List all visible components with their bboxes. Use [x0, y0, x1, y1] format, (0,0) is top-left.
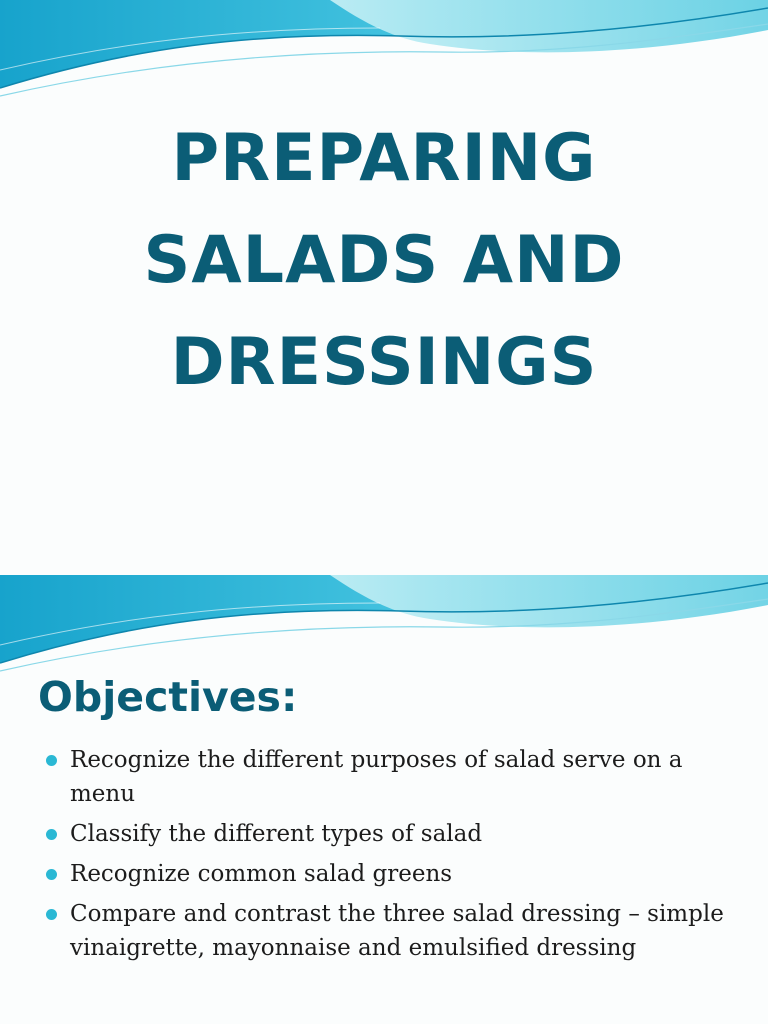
list-item-text: Recognize the different purposes of salad serve on a menu [70, 747, 683, 807]
slide-title [0, 108, 768, 414]
objectives-slide [0, 575, 768, 1024]
wave-decoration [0, 0, 768, 110]
title-line: SALADS AND [143, 223, 625, 298]
title-line: PREPARING [171, 121, 597, 196]
list-item [44, 743, 724, 811]
list-item-text: Classify the different types of salad [70, 821, 483, 847]
bullet-icon [46, 869, 57, 880]
bullet-icon [46, 829, 57, 840]
list-item-text: Recognize common salad greens [70, 861, 453, 887]
list-item [44, 857, 724, 891]
list-item-text: Compare and contrast the three salad dressing – simple vinaigrette, mayonnaise and emulsified dressing [70, 901, 724, 961]
bullet-icon [46, 755, 57, 766]
title-line: DRESSINGS [170, 325, 598, 400]
bullet-icon [46, 909, 57, 920]
objectives-heading: Objectives: [38, 673, 298, 721]
list-item [44, 817, 724, 851]
objectives-list [44, 743, 724, 971]
list-item [44, 897, 724, 965]
